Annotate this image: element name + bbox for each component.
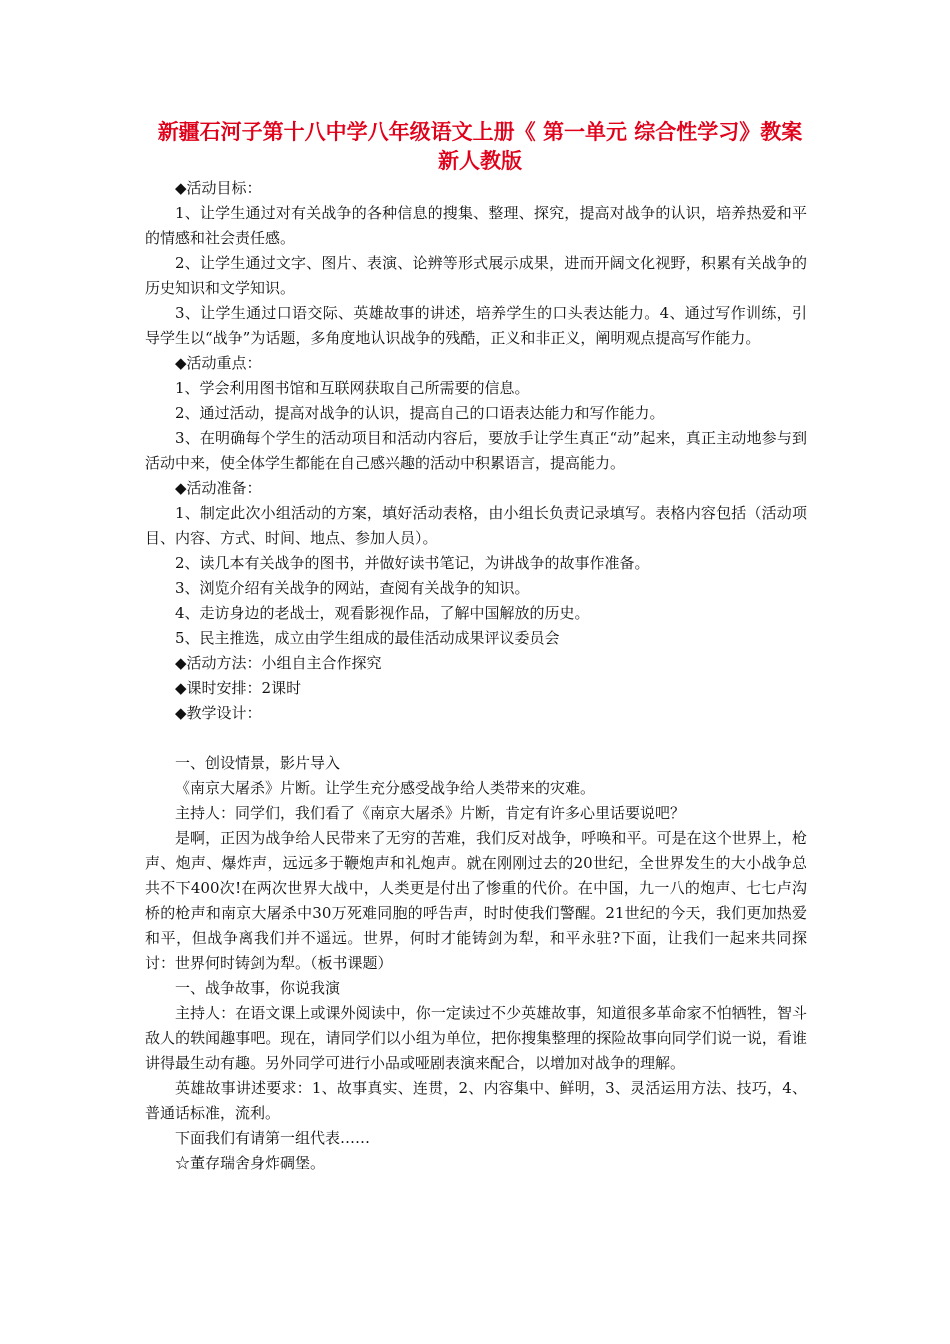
blank-line (145, 726, 807, 751)
paragraph: 1、制定此次小组活动的方案，填好活动表格，由小组长负责记录填写。表格内容包括（活动项目、内容、方式、时间、地点、参加人员）。 (145, 504, 807, 547)
paragraph: 3、让学生通过口语交际、英雄故事的讲述，培养学生的口头表达能力。4、通过写作训练，引导学生以“战争”为话题，多角度地认识战争的残酷，正义和非正义，阐明观点提高写作能力。 (145, 304, 807, 347)
paragraph: 3、在明确每个学生的活动项目和活动内容后，要放手让学生真正“动”起来，真正主动地参与到活动中来，使全体学生都能在自己感兴趣的活动中积累语言，提高能力。 (145, 429, 807, 472)
subheading: 一、战争故事，你说我演 (175, 979, 341, 997)
paragraph: 主持人：在语文课上或课外阅读中，你一定读过不少英雄故事，知道很多革命家不怕牺牲，智斗敌人的轶闻趣事吧。现在，请同学们以小组为单位，把你搜集整理的探险故事向同学们说一说，看谁讲得最生动有趣。另外同学可进行小品或哑剧表演来配合，以增加对战争的理解。 (145, 1004, 807, 1072)
paragraph: 1、让学生通过对有关战争的各种信息的搜集、整理、探究，提高对战争的认识，培养热爱和平的情感和社会责任感。 (145, 204, 807, 247)
document-body (145, 176, 807, 1176)
subheading: 一、创设情景，影片导入 (175, 754, 341, 772)
section-heading-preparation: ◆活动准备： (175, 479, 262, 497)
paragraph: 英雄故事讲述要求：1、故事真实、连贯，2、内容集中、鲜明，3、灵活运用方法、技巧，4、普通话标准，流利。 (145, 1079, 807, 1122)
paragraph: 4、走访身边的老战士，观看影视作品，了解中国解放的历史。 (175, 604, 590, 622)
paragraph: 主持人：同学们，我们看了《南京大屠杀》片断，肯定有许多心里话要说吧？ (175, 804, 686, 822)
paragraph: 下面我们有请第一组代表…… (175, 1129, 371, 1147)
paragraph: 1、学会利用图书馆和互联网获取自己所需要的信息。 (175, 379, 530, 397)
paragraph: 5、民主推选，成立由学生组成的最佳活动成果评议委员会 (175, 629, 560, 647)
section-heading-method: ◆活动方法：小组自主合作探究 (175, 654, 382, 672)
paragraph: 2、让学生通过文字、图片、表演、论辨等形式展示成果，进而开阔文化视野，积累有关战争的历史知识和文学知识。 (145, 254, 807, 297)
section-heading-design: ◆教学设计： (175, 704, 262, 722)
section-heading-goals: ◆活动目标： (175, 179, 262, 197)
paragraph: 是啊，正因为战争给人民带来了无穷的苦难，我们反对战争，呼唤和平。可是在这个世界上，枪声、炮声、爆炸声，远远多于鞭炮声和礼炮声。就在刚刚过去的20世纪，全世界发生的大小战争总共不下400次!在两次世界大战中，人类更是付出了惨重的代价。在中国，九一八的炮声、七七卢沟桥的枪声和南京大屠杀中30万死难同胞的呼告声，时时使我们警醒。21世纪的今天，我们更加热爱和平，但战争离我们并不遥远。世界，何时才能铸剑为犁，和平永驻?下面，让我们一起来共同探讨：世界何时铸剑为犁。（板书课题） (145, 829, 807, 972)
document-title: 新疆石河子第十八中学八年级语文上册《 第一单元 综合性学习》教案 新人教版 (157, 120, 803, 173)
paragraph: 2、通过活动，提高对战争的认识，提高自己的口语表达能力和写作能力。 (175, 404, 665, 422)
paragraph: ☆董存瑞舍身炸碉堡。 (175, 1154, 326, 1172)
section-heading-schedule: ◆课时安排：2课时 (175, 679, 302, 697)
paragraph: 3、浏览介绍有关战争的网站，查阅有关战争的知识。 (175, 579, 530, 597)
paragraph: 《南京大屠杀》片断。让学生充分感受战争给人类带来的灾难。 (175, 779, 596, 797)
section-heading-focus: ◆活动重点： (175, 354, 262, 372)
paragraph: 2、读几本有关战争的图书，并做好读书笔记，为讲战争的故事作准备。 (175, 554, 650, 572)
